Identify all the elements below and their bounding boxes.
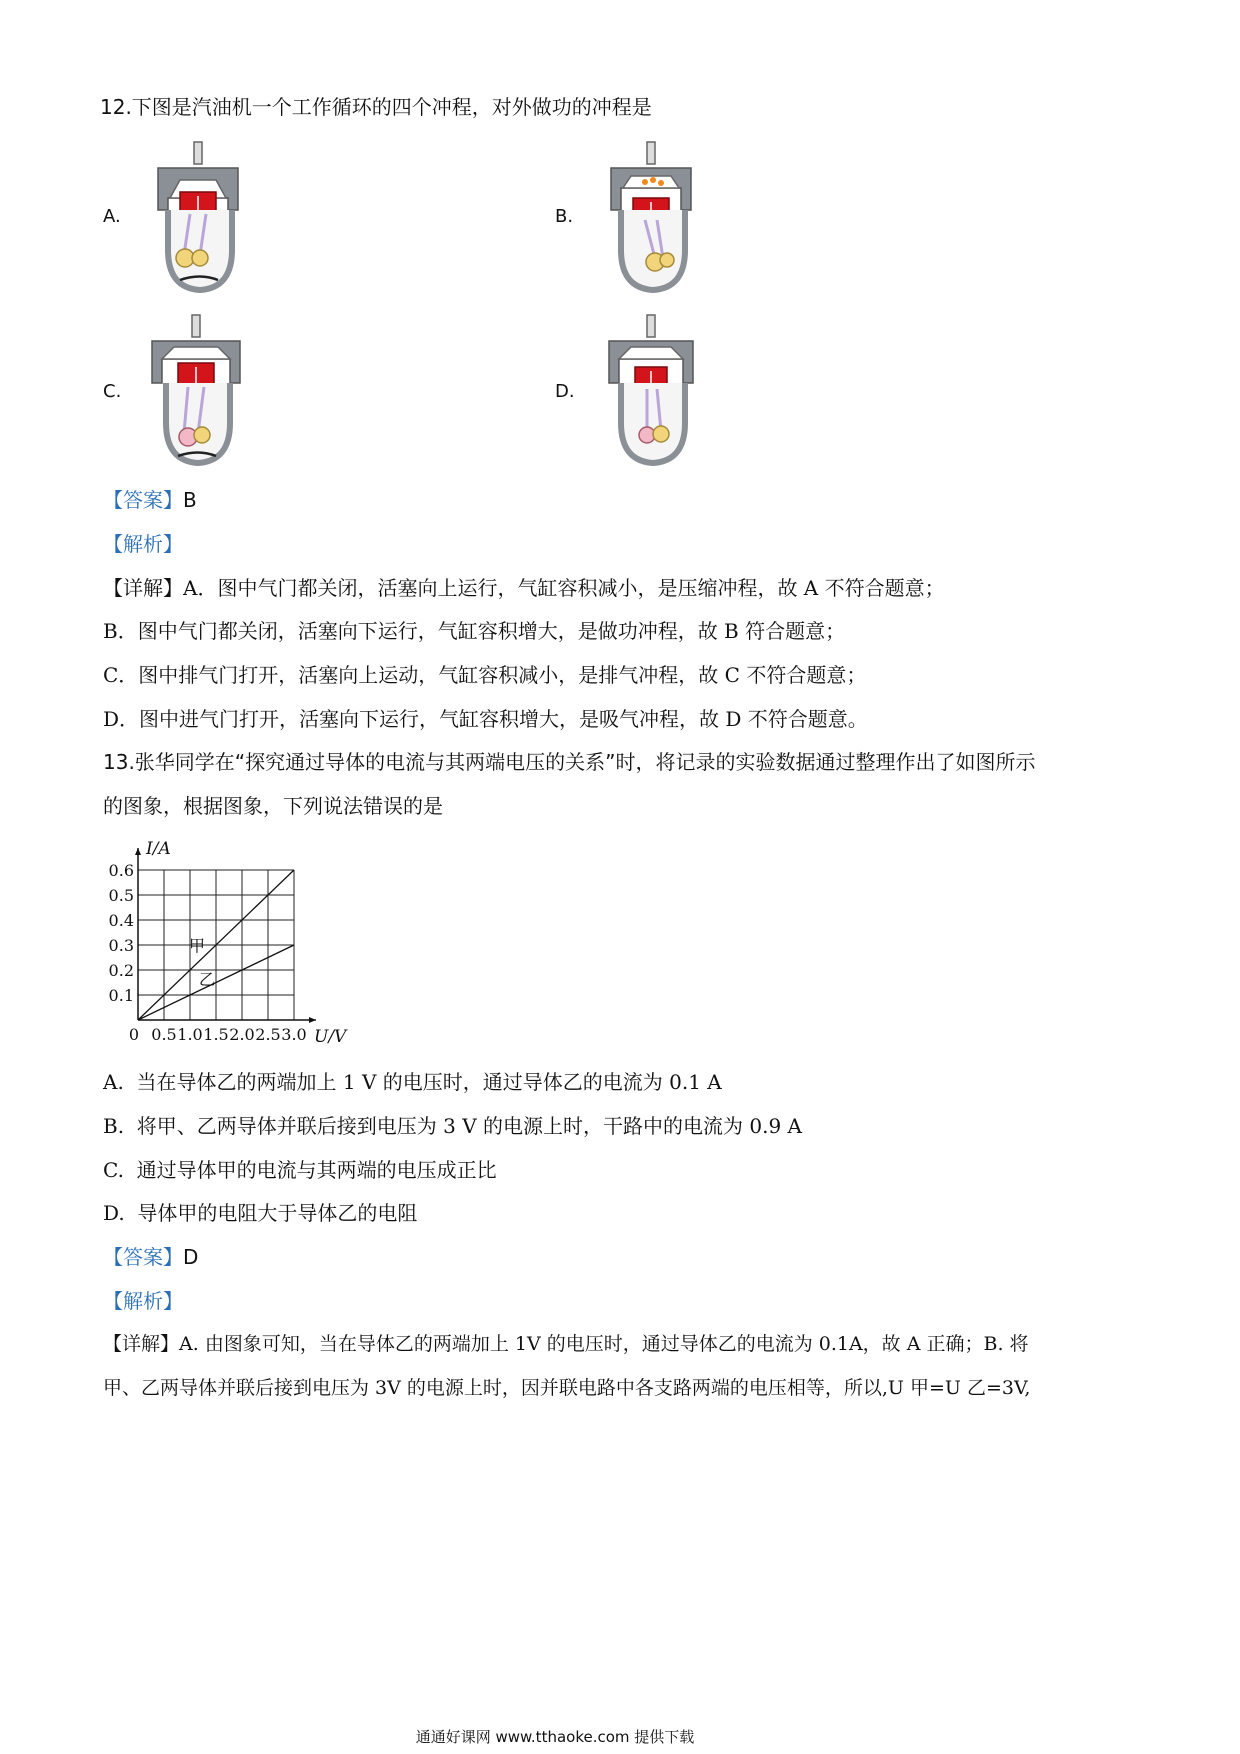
option-text: 导体甲的电阻大于导体乙的电阻: [137, 1201, 418, 1225]
engine-diagram-d: [603, 313, 703, 468]
x-axis-label: U/V: [314, 1027, 347, 1047]
x-tick-label: 1.5: [203, 1025, 229, 1044]
q12-option-b-label: B.: [555, 206, 574, 227]
series-label-yi: 乙: [199, 969, 216, 989]
iu-graph: [100, 832, 370, 1052]
q13-title-line2: 的图象，根据图象，下列说法错误的是: [103, 794, 443, 818]
y-axis-label: I/A: [146, 839, 171, 859]
y-tick-label: 0.2: [108, 961, 134, 980]
footer-source: 通通好课网 www.tthaoke.com 提供下载: [415, 1728, 695, 1746]
q12-detail-3: C．图中排气门打开，活塞向上运动，气缸容积减小，是排气冲程，故 C 不符合题意；: [103, 663, 867, 687]
option-label: B.: [103, 1114, 125, 1138]
option-label: C.: [103, 1158, 124, 1182]
answer-value: D: [183, 1245, 199, 1269]
q12-detail-2: B．图中气门都关闭，活塞向下运行，气缸容积增大，是做功冲程，故 B 符合题意；: [103, 619, 846, 643]
x-tick-label: 2.0: [229, 1025, 255, 1044]
x-tick-label: 1.0: [177, 1025, 203, 1044]
option-text: 通过导体甲的电流与其两端的电压成正比: [136, 1158, 497, 1182]
engine-diagram-b: [603, 140, 703, 295]
q13-detail-2: 甲、乙两导体并联后接到电压为 3V 的电源上时，因并联电路中各支路两端的电压相等，所以,U 甲=U 乙=3V,: [103, 1377, 1031, 1399]
y-tick-label: 0.5: [108, 886, 134, 905]
q13-option-a: [103, 1068, 722, 1096]
q13-detail-1: [103, 1330, 1029, 1358]
q13-option-d: [103, 1199, 417, 1227]
q13-analysis-tag: 【解析】: [103, 1289, 183, 1313]
q13-title-line1: 13.张华同学在“探究通过导体的电流与其两端电压的关系”时，将记录的实验数据通过整理作出了如图所示: [103, 750, 1036, 774]
option-label: A.: [103, 1070, 124, 1094]
detail-tag: 【详解】: [103, 576, 183, 600]
x-tick-label: 0.5: [151, 1025, 177, 1044]
q12-option-d-label: D.: [555, 381, 575, 402]
y-tick-label: 0.1: [108, 986, 134, 1005]
x-tick-label: 2.5: [255, 1025, 281, 1044]
detail-tag: 【详解】: [103, 1333, 180, 1355]
q13-option-b: [103, 1112, 802, 1140]
option-text: 当在导体乙的两端加上 1 V 的电压时，通过导体乙的电流为 0.1 A: [136, 1070, 722, 1094]
engine-diagram-a: [150, 140, 250, 295]
answer-value: B: [183, 488, 197, 512]
q13-answer: [103, 1243, 198, 1271]
q12-analysis-tag: 【解析】: [103, 532, 183, 556]
q12-detail-4: D．图中进气门打开，活塞向下运行，气缸容积增大，是吸气冲程，故 D 不符合题意。: [103, 707, 868, 731]
q12-option-c-label: C.: [103, 381, 122, 402]
answer-tag: 【答案】: [103, 1245, 183, 1269]
x-tick-label: 0: [128, 1025, 140, 1044]
engine-diagram-c: [148, 313, 248, 468]
y-tick-label: 0.4: [108, 911, 134, 930]
q13-option-c: [103, 1156, 497, 1184]
x-axis-arrow: [309, 1017, 316, 1023]
y-tick-label: 0.6: [108, 861, 134, 880]
detail-text: A．图中气门都关闭，活塞向上运行，气缸容积减小，是压缩冲程，故 A 不符合题意；: [183, 576, 945, 600]
series-label-jia: 甲: [189, 936, 206, 956]
q12-option-a-label: A.: [103, 206, 121, 227]
answer-tag: 【答案】: [103, 488, 183, 512]
detail-text: A. 由图象可知，当在导体乙的两端加上 1V 的电压时，通过导体乙的电流为 0.1A，故 A 正确；B. 将: [179, 1333, 1029, 1355]
option-label: D.: [103, 1201, 125, 1225]
option-text: 将甲、乙两导体并联后接到电压为 3 V 的电源上时，干路中的电流为 0.9 A: [136, 1114, 802, 1138]
q12-title: 12.下图是汽油机一个工作循环的四个冲程，对外做功的冲程是: [100, 95, 652, 119]
q12-answer: [103, 486, 197, 514]
y-tick-label: 0.3: [108, 936, 134, 955]
y-axis-arrow: [135, 848, 141, 855]
x-tick-label: 3.0: [281, 1025, 307, 1044]
q12-detail-1: [103, 574, 945, 602]
